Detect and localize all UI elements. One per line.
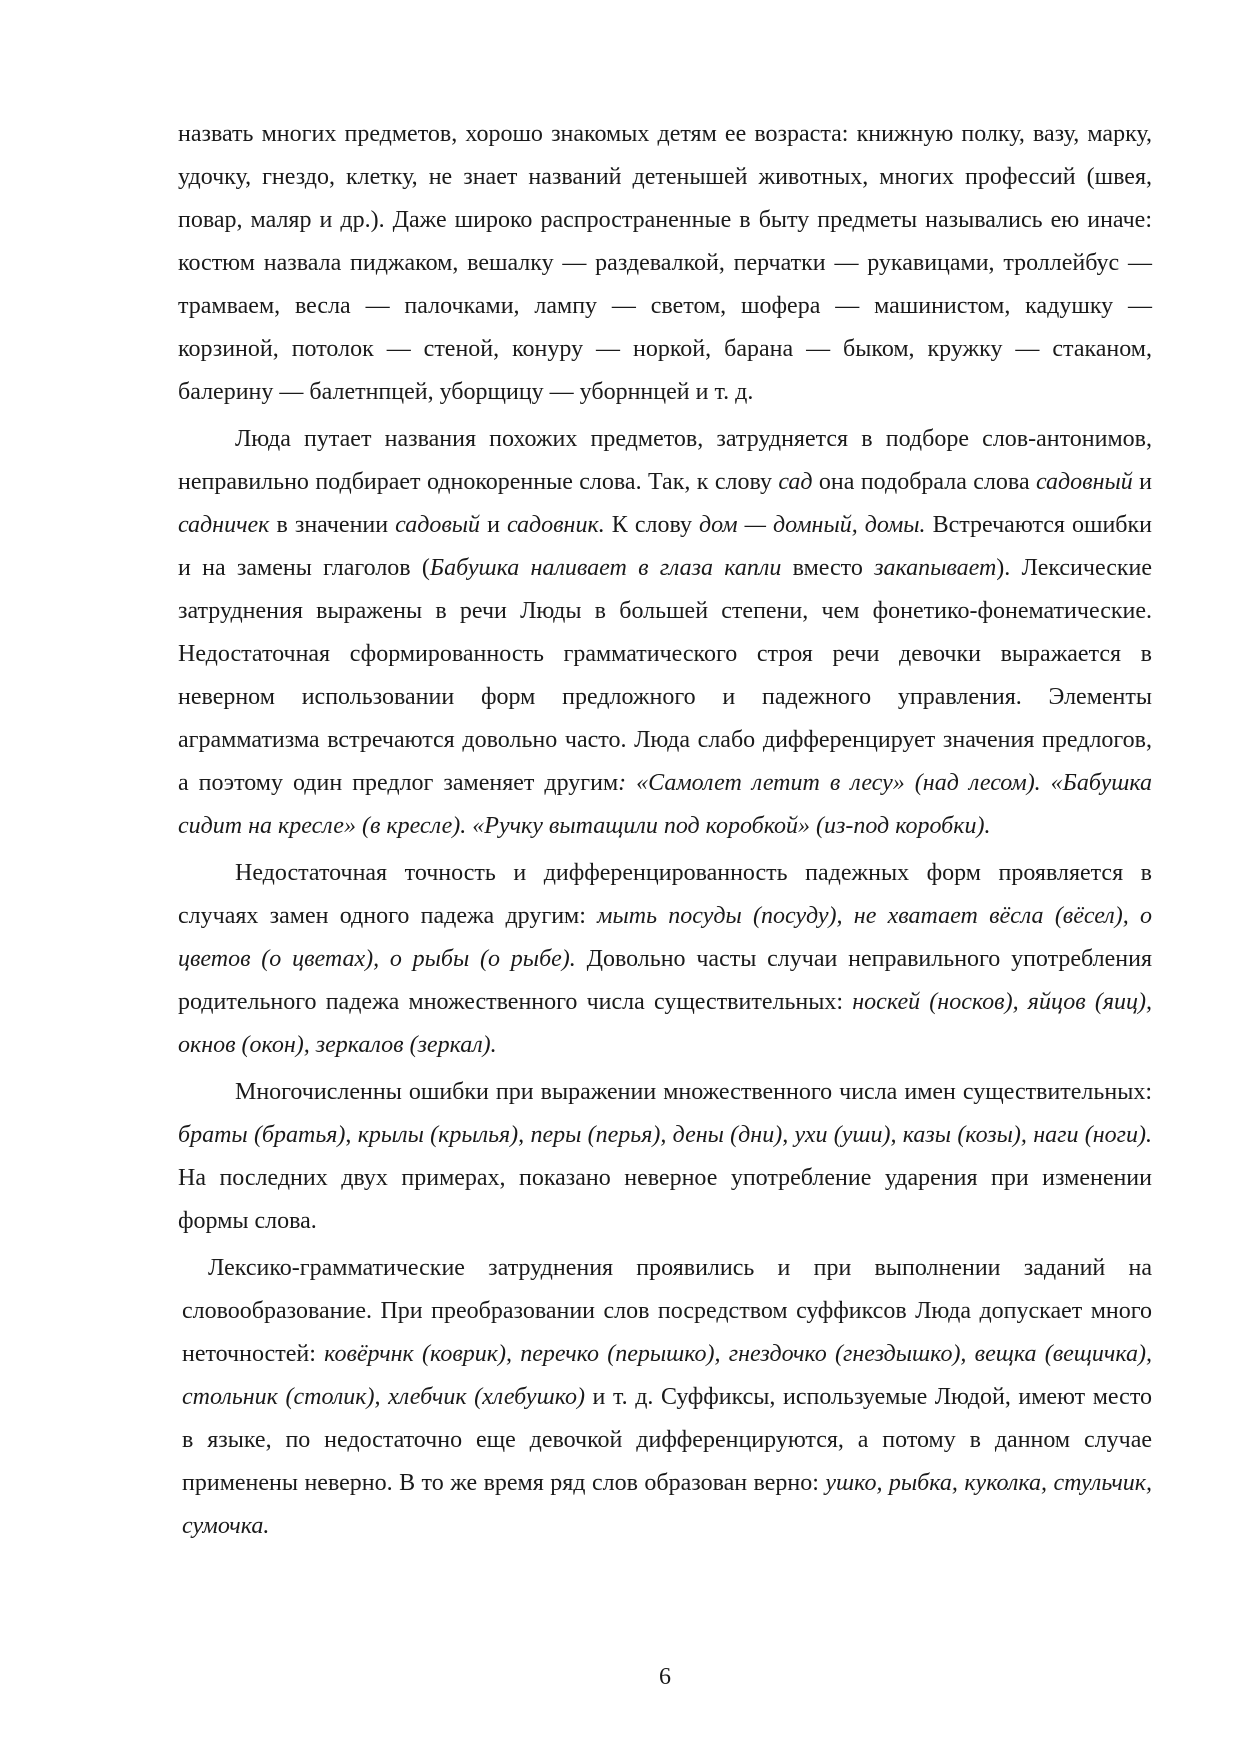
text-run: и т. д. Суффиксы, используемые Людой, имеют место в языке, по недостаточно еще девочкой дифференцируются, а потому в данном случае применены неверно. В то же время ряд слов образован верно: — [182, 1384, 1152, 1496]
text-run: вместо — [781, 555, 875, 581]
italic-run: садовый — [395, 512, 481, 538]
text-run: ). Лексические затруднения выражены в речи Люды в большей степени, чем фонетико-фонематические. Недостаточная сформированность грамматического строя речи девочки выражается в неверном использовании форм предложного и падежного управления. Элементы аграмматизма встречаются довольно часто. Люда слабо дифференцирует значения предлогов, а поэтому один предлог заменяет другим — [178, 555, 1153, 796]
italic-run: садовник. — [506, 512, 605, 538]
paragraph-3 — [178, 852, 1152, 1067]
italic-run: крылы (крылья), перы (перья), дены (дни), ухи (уши), казы (козы), наги (ноги). — [357, 1122, 1152, 1148]
text-run: Недостаточная точность и дифференцированность падежных форм проявляется в случаях замен одного падежа другим: — [178, 860, 1152, 929]
italic-run: мыть посуды (посуду), не хватает вёсла (вёсел), о цветов (о цветах), о рыбы (о рыбе). — [178, 903, 1152, 972]
text-run: , — [345, 1122, 358, 1148]
text-run: Встречаются ошибки и на замены глаголов ( — [178, 512, 1153, 581]
text-run: в значении — [269, 512, 396, 538]
italic-run: дом — домный, домы. — [699, 512, 926, 538]
text-run: К слову — [604, 512, 700, 538]
italic-run: носкей (носков), яйцов (яиц), окнов (окон), зеркалов (зеркал). — [178, 989, 1152, 1058]
page-number-text: 6 — [659, 1664, 671, 1690]
italic-run: ковёрчнк (коврик), перечко (перышко), гнездочко (гнездышко), вещка (вещичка), стольник (столик), хлебчик (хлебушко) — [182, 1341, 1152, 1410]
italic-run: закапывает — [874, 555, 997, 581]
paragraph-1 — [178, 113, 1152, 414]
italic-run: садничек — [178, 512, 270, 538]
text-run: Многочисленны ошибки при выражении множественного числа имен существительных: — [235, 1079, 1152, 1105]
italic-run: садовный — [1036, 469, 1133, 495]
text-run: назвать многих предметов, хорошо знакомых детям ее возраста: книжную полку, вазу, марку, удочку, гнездо, клетку, не знает названий детенышей животных, многих профессий (швея, повар, маляр и др.). Даже широко распространенные в быту предметы назывались ею иначе: костюм назвала пиджаком, вешалку — раздевалкой, перчатки — рукавицами, троллейбус — трамваем, весла — палочками, лампу — светом, шофера — машинистом, кадушку — корзиной, потолок — стеной, конуру — норкой, барана — быком, кружку — стаканом, балерину — балетнпцей, уборщицу — уборннцей и т. д. — [178, 121, 1152, 405]
italic-run: браты (братья) — [178, 1122, 346, 1148]
text-run: она подобрала слова — [812, 469, 1036, 495]
italic-run: сад — [778, 469, 813, 495]
paragraph-2 — [178, 418, 1152, 848]
text-run: Люда путает названия похожих предметов, затрудняется в подборе слов-антонимов, неправильно подбирает однокоренные слова. Так, к слову — [178, 426, 1152, 495]
text-run: На последних двух примерах, показано неверное употребление ударения при изменении формы слова. — [178, 1165, 1152, 1234]
paragraph-5 — [182, 1247, 1152, 1548]
italic-run: Бабушка наливает в глаза капли — [429, 555, 782, 581]
text-run: и — [480, 512, 507, 538]
text-run: Довольно часты случаи неправильного употребления родительного падежа множественного числа существительных: — [178, 946, 1152, 1015]
italic-run: ушко, рыбка, куколка, стульчик, сумочка. — [182, 1470, 1153, 1539]
page-number — [0, 1664, 1240, 1691]
paragraph-4 — [178, 1071, 1152, 1243]
body-text — [178, 113, 1152, 1552]
text-run: и — [1132, 469, 1152, 495]
italic-run: : «Самолет летит в лесу» (над лесом). «Бабушка сидит на кресле» (в кресле). «Ручку вытащили под коробкой» (из-под коробки). — [178, 770, 1152, 839]
text-run: Лексико-грамматические затруднения проявились и при выполнении заданий на словообразование. При преобразовании слов посредством суффиксов Люда допускает много неточностей: — [182, 1255, 1152, 1367]
